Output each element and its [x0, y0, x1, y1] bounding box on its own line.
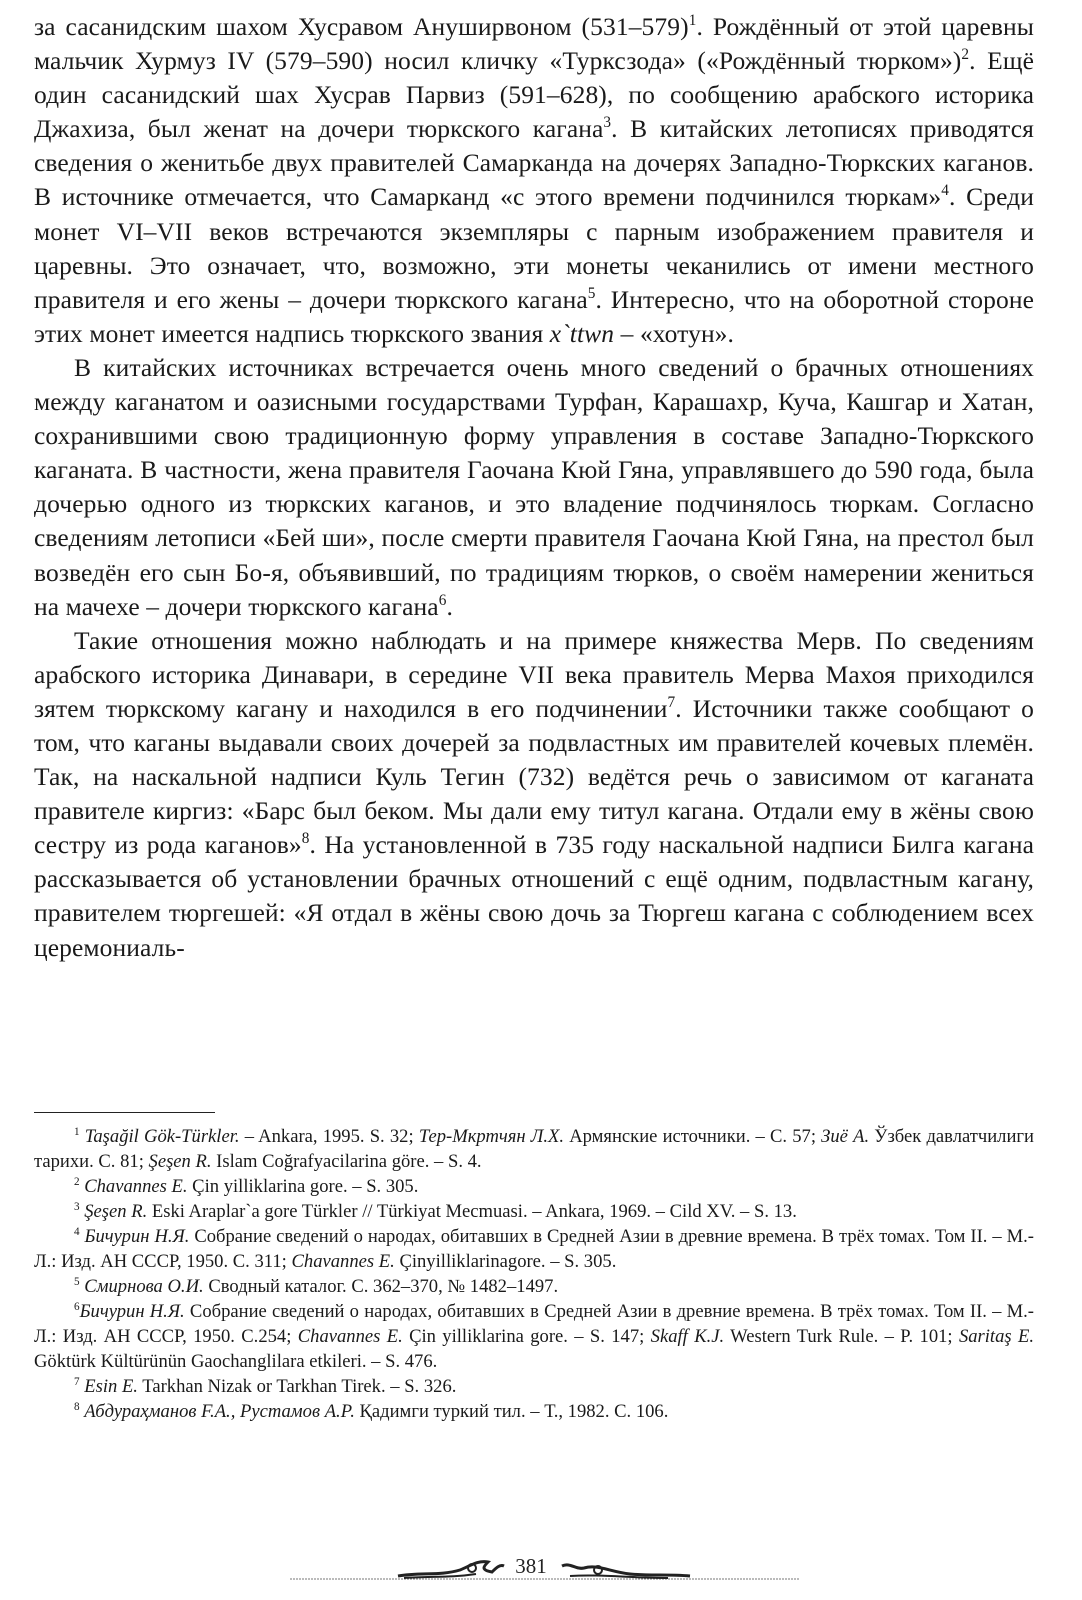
- footnote: [34, 1299, 1034, 1374]
- text-run: .: [446, 591, 453, 621]
- text-run: Islam Coğrafyacilarina göre. – S. 4.: [211, 1151, 482, 1172]
- footnote-ref: 4: [941, 182, 949, 200]
- paragraph: [34, 10, 1034, 351]
- footnote-ref: 2: [74, 1175, 80, 1188]
- italic-text: Şeşen R.: [84, 1201, 148, 1222]
- footnote-ref: 8: [301, 830, 310, 848]
- main-text: [34, 10, 1034, 965]
- text-run: – «хотун».: [614, 318, 735, 348]
- footnote-ref: 8: [74, 1400, 80, 1413]
- footnote: [34, 1199, 1034, 1224]
- paragraph: [34, 624, 1034, 965]
- footnote: [34, 1124, 1034, 1174]
- text-run: Çin yilliklarina gore. – S. 147;: [402, 1326, 651, 1347]
- footnote-ref: 6: [74, 1300, 80, 1313]
- italic-text: x`ttwn: [549, 318, 615, 348]
- footnote-ref: 3: [603, 114, 612, 132]
- text-run: Собрание сведений о народах, обитавших в Средней Азии в древние времена. В трёх томах. Том II. – М.-Л.: Изд. АН СССР, 1950. С.254;: [34, 1301, 1035, 1347]
- text-run: Western Turk Rule. – P. 101;: [724, 1326, 959, 1347]
- page-number: 381: [515, 1554, 547, 1578]
- footnote: [34, 1224, 1034, 1274]
- text-run: В китайских источниках встречается очень много сведений о брачных отношениях между каганатом и оазисными государствами Турфан, Карашахр, Куча, Кашгар и Хатан, сохранившими свою традиционную форму управления в составе Западно-Тюркского каганата. В частности, жена правителя Гаочана Кюй Гяна, управлявшего до 590 года, была дочерью одного из тюркских каганов, и это владение подчинялось тюркам. Согласно сведениям летописи «Бей ши», после смерти правителя Гаочана Кюй Гяна, на престол был возведён его сын Бо-я, объявивший, по традициям тюрков, о своём намерении жениться на мачехе – дочери тюркского кагана: [34, 352, 1034, 621]
- text-run: Армянские источники. – С. 57;: [564, 1126, 822, 1147]
- italic-text: Смирнова О.И.: [84, 1276, 204, 1297]
- text-run: . Рождённый от этой царевны мальчик Хурмуз IV (579–590) носил кличку «Турксзода» («Рождённый тюрком»): [34, 12, 1034, 76]
- footnote-ref: 4: [74, 1225, 80, 1238]
- footnote: [34, 1374, 1034, 1399]
- footnote-ref: 5: [74, 1275, 80, 1288]
- text-run: Сводный каталог. С. 362–370, № 1482–1497.: [203, 1276, 559, 1297]
- text-run: . Среди монет VI–VII веков встречаются экземпляры с парным изображением правителя и царевны. Это означает, что, возможно, эти монеты чеканились от имени местного правителя и его жены – дочери тюркского кагана: [34, 182, 1034, 314]
- text-run: . Интересно, что на оборотной стороне этих монет имеется надпись тюркского звания: [34, 284, 1035, 348]
- text-run: Eski Araplar`a gore Türkler // Türkiyat Mecmuasi. – Ankara, 1969. – Cild XV. – S. 13.: [147, 1201, 797, 1222]
- text-run: Собрание сведений о народах, обитавших в Средней Азии в древние времена. В трёх томах. Том II. – М.-Л.: Изд. АН СССР, 1950. С. 311;: [34, 1226, 1034, 1272]
- text-run: за сасанидским шахом Хусравом Ануширвоном (531–579): [34, 12, 689, 41]
- footnote-ref: 1: [688, 12, 697, 30]
- italic-text: Chavannes E.: [297, 1326, 403, 1347]
- text-run: . Источники также сообщают о том, что каганы выдавали своих дочерей за подвластных им правителей кочевых племён. Так, на наскальной надписи Куль Тегин (732) ведётся речь о зависимом от каганата правителе киргиз: «Барс был беком. Мы дали ему титул кагана. Отдали ему в жёны свою сестру из рода каганов»: [34, 693, 1035, 860]
- footnotes: [34, 1124, 1034, 1424]
- italic-text: Skaff K.J.: [650, 1326, 725, 1347]
- footnote-ref: 1: [74, 1125, 80, 1138]
- text-run: Çinyilliklarinagore. – S. 305.: [394, 1251, 617, 1272]
- text-run: – Ankara, 1995. S. 32;: [239, 1126, 419, 1147]
- paragraph: [34, 351, 1034, 624]
- footnote-ref: 3: [74, 1200, 80, 1213]
- footnote: [34, 1399, 1034, 1424]
- text-run: . В китайских летописях приводятся сведения о женитьбе двух правителей Самарканда на дочерях Западно-Тюркских каганов. В источнике отмечается, что Самарканд «с этого времени подчинился тюркам»: [34, 114, 1034, 212]
- footnote-ref: 6: [438, 591, 447, 609]
- text-run: Ўзбек давлатчилиги тарихи. С. 81;: [34, 1126, 1034, 1172]
- text-run: Göktürk Kültürünün Gaochanglilara etkileri. – S. 476.: [34, 1351, 438, 1372]
- footnote-separator: [34, 1112, 215, 1113]
- text-run: Tarkhan Nizak or Tarkhan Tirek. – S. 326.: [137, 1376, 457, 1397]
- footnote-ref: 2: [961, 46, 970, 64]
- italic-text: Chavannes E.: [291, 1251, 395, 1272]
- italic-text: Зиё А.: [821, 1126, 870, 1147]
- footnote-ref: 7: [74, 1375, 80, 1388]
- text-run: . На установленной в 735 году наскальной надписи Билга кагана рассказывается об установлении брачных отношений с ещё одним, подвластным кагану, правителем тюргешей: «Я отдал в жёны свою дочь за Тюргеш кагана с соблюдением всех церемониаль-: [34, 830, 1034, 962]
- text-run: . Ещё один сасанидский шах Хусрав Парвиз (591–628), по сообщению арабского историка Джахиза, был женат на дочери тюркского кагана: [34, 46, 1034, 144]
- italic-text: Taşağil Gök-Türkler.: [84, 1126, 240, 1147]
- italic-text: Esin E.: [84, 1376, 138, 1397]
- italic-text: Абдураҳманов F.A., Рустамов А.Р.: [84, 1401, 355, 1422]
- text-run: Такие отношения можно наблюдать и на примере княжества Мерв. По сведениям арабского историка Динавари, в середине VII века правитель Мерва Махоя приходился зятем тюркскому кагану и находился в его подчинении: [34, 625, 1034, 723]
- italic-text: Бичурин Н.Я.: [79, 1301, 185, 1322]
- page-footer: [0, 1552, 1082, 1592]
- footnote: [34, 1274, 1034, 1299]
- text-run: Қадимги туркий тил. – Т., 1982. С. 106.: [354, 1401, 669, 1422]
- italic-text: Бичурин Н.Я.: [84, 1226, 190, 1247]
- text-run: Çin yilliklarina gore. – S. 305.: [187, 1176, 419, 1197]
- italic-text: Saritaş E.: [958, 1326, 1034, 1347]
- italic-text: Chavannes E.: [84, 1176, 188, 1197]
- footnote-ref: 7: [667, 693, 676, 711]
- italic-text: Şeşen R.: [148, 1151, 212, 1172]
- footnote-ref: 5: [587, 284, 596, 302]
- footnote: [34, 1174, 1034, 1199]
- italic-text: Тер-Мкртчян Л.Х.: [418, 1126, 565, 1147]
